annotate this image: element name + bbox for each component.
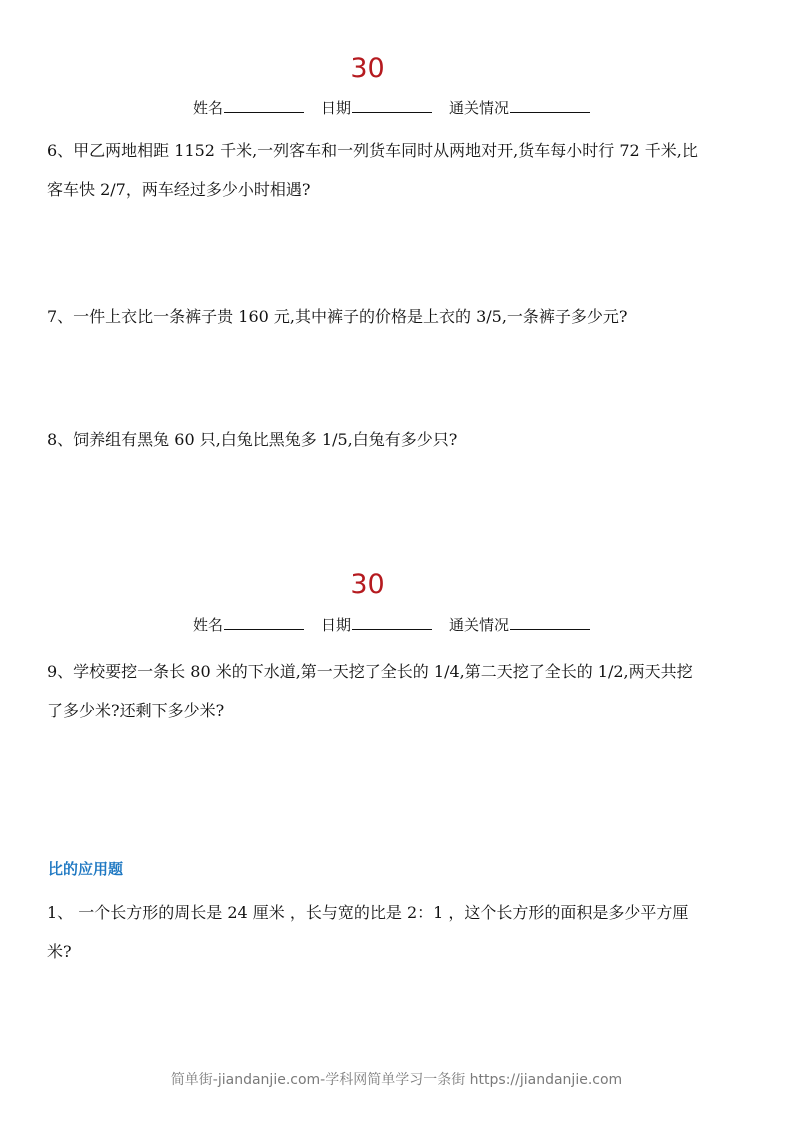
section-title: 比的应用题	[48, 860, 124, 878]
question-6-line-1: 6、甲乙两地相距 1152 千米,一列客车和一列货车同时从两地对开,货车每小时行 72 千米,比	[47, 141, 698, 160]
question-8-line-1: 8、饲养组有黑兔 60 只,白兔比黑兔多 1/5,白兔有多少只?	[47, 430, 458, 449]
student-info-line	[0, 614, 793, 636]
question-6	[47, 131, 752, 209]
ratio-question-1-line-2: 米?	[47, 942, 72, 961]
question-6-line-2: 客车快 2/7，两车经过多少小时相遇?	[47, 180, 311, 199]
date-field[interactable]	[321, 97, 432, 119]
name-label: 姓名	[193, 99, 224, 117]
date-label: 日期	[321, 616, 352, 634]
section-number-heading: 30	[350, 53, 385, 84]
footer-watermark: 简单街-jiandanjie.com-学科网简单学习一条街 https://jiandanjie.com	[170, 1072, 623, 1088]
ratio-question-1	[47, 893, 752, 971]
status-field[interactable]	[449, 97, 590, 119]
ratio-question-1-line-1: 1、 一个长方形的周长是 24 厘米 ，长与宽的比是 2：1 ，这个长方形的面积是多少平方厘	[47, 903, 689, 922]
name-field[interactable]	[193, 97, 304, 119]
section-number-heading: 30	[350, 569, 385, 600]
name-blank[interactable]	[224, 98, 304, 113]
date-blank[interactable]	[352, 615, 432, 630]
question-8	[47, 420, 752, 459]
date-label: 日期	[321, 99, 352, 117]
status-field[interactable]	[449, 614, 590, 636]
question-9	[47, 652, 752, 730]
date-field[interactable]	[321, 614, 432, 636]
status-label: 通关情况	[449, 616, 510, 634]
name-blank[interactable]	[224, 615, 304, 630]
question-7-line-1: 7、一件上衣比一条裤子贵 160 元,其中裤子的价格是上衣的 3/5,一条裤子多少元?	[47, 307, 628, 326]
status-blank[interactable]	[510, 98, 590, 113]
question-7	[47, 297, 752, 336]
student-info-line	[0, 97, 793, 119]
name-label: 姓名	[193, 616, 224, 634]
status-label: 通关情况	[449, 99, 510, 117]
date-blank[interactable]	[352, 98, 432, 113]
status-blank[interactable]	[510, 615, 590, 630]
name-field[interactable]	[193, 614, 304, 636]
question-9-line-2: 了多少米?还剩下多少米?	[47, 701, 225, 720]
question-9-line-1: 9、学校要挖一条长 80 米的下水道,第一天挖了全长的 1/4,第二天挖了全长的 1/2,两天共挖	[47, 662, 693, 681]
